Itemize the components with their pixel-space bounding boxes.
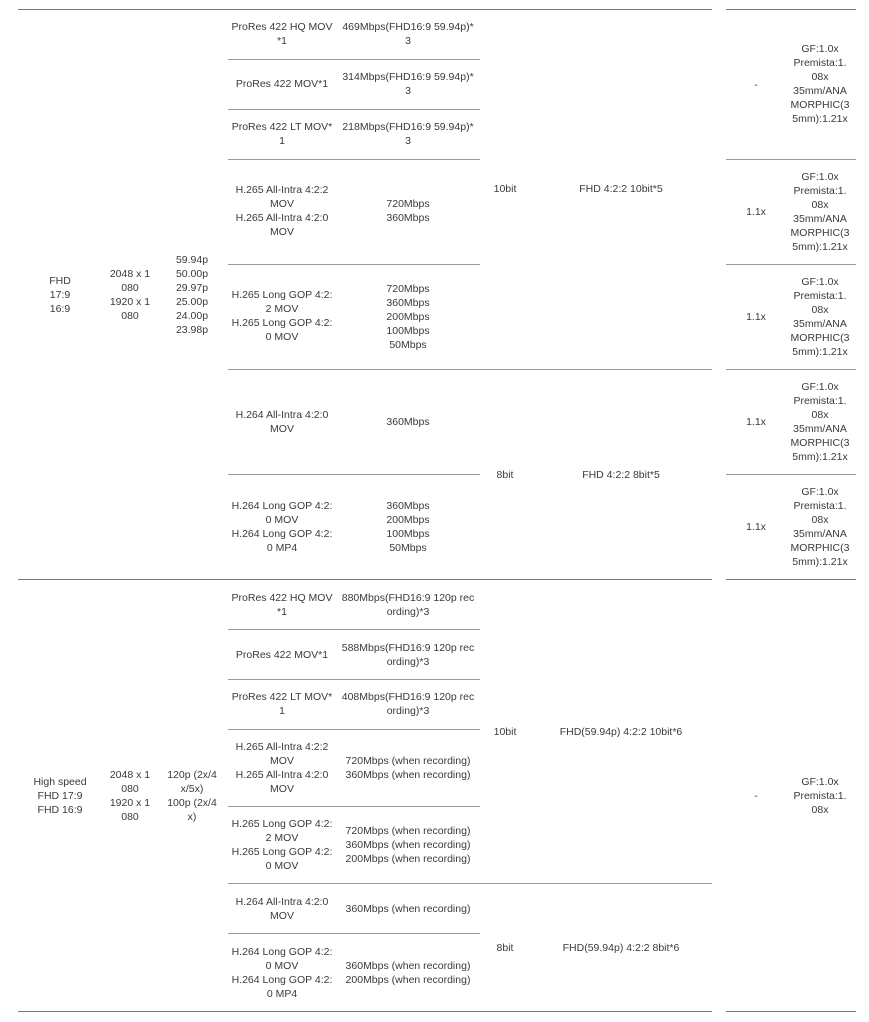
section-divider — [18, 579, 712, 580]
bitrate-cell: 720Mbps 360Mbps — [386, 198, 430, 224]
bit-depth-cell: 10bit — [493, 183, 517, 195]
crop-cell: 1.1x — [746, 416, 766, 428]
anamorphic-cell: GF:1.0x Premista:1. 08x 35mm/ANA MORPHIC(3 5mm):1.21x — [790, 276, 850, 358]
anamorphic-cell: GF:1.0x Premista:1. 08x 35mm/ANA MORPHIC(3 5mm):1.21x — [790, 43, 850, 125]
section-divider-right — [726, 579, 856, 580]
bit-depth-cell: 8bit — [496, 469, 514, 481]
row-divider — [726, 474, 856, 475]
bitrate-cell: 720Mbps (when recording) 360Mbps (when recording) — [345, 755, 471, 781]
resolution-cell: 2048 x 1 080 1920 x 1 080 — [109, 268, 151, 322]
hdmi-output-cell: FHD 4:2:2 10bit*5 — [579, 183, 663, 195]
crop-cell: - — [754, 79, 758, 91]
bitrate-cell: 720Mbps 360Mbps 200Mbps 100Mbps 50Mbps — [386, 283, 430, 351]
anamorphic-cell: GF:1.0x Premista:1. 08x 35mm/ANA MORPHIC(3 5mm):1.21x — [790, 486, 850, 568]
bit-depth-cell: 10bit — [493, 726, 517, 738]
row-divider — [228, 883, 712, 884]
codec-cell: H.264 Long GOP 4:2: 0 MOV H.264 Long GOP 4:2: 0 MP4 — [231, 500, 333, 554]
bitrate-cell: 408Mbps(FHD16:9 120p rec ording)*3 — [341, 691, 475, 717]
bitrate-cell: 588Mbps(FHD16:9 120p rec ording)*3 — [341, 642, 475, 668]
crop-cell: 1.1x — [746, 206, 766, 218]
frame-rate-cell: 120p (2x/4 x/5x) 100p (2x/4 x) — [167, 769, 217, 823]
anamorphic-cell: GF:1.0x Premista:1. 08x 35mm/ANA MORPHIC(3 5mm):1.21x — [790, 171, 850, 253]
crop-cell: 1.1x — [746, 521, 766, 533]
row-divider — [228, 729, 480, 730]
codec-cell: ProRes 422 LT MOV* 1 — [231, 121, 333, 147]
table-bottom-rule-right — [726, 1011, 856, 1012]
bitrate-cell: 360Mbps (when recording) 200Mbps (when recording) — [345, 960, 471, 986]
row-divider — [726, 264, 856, 265]
frame-rate-cell: 59.94p 50.00p 29.97p 25.00p 24.00p 23.98p — [175, 254, 209, 336]
row-divider — [228, 806, 480, 807]
row-divider — [228, 679, 480, 680]
bitrate-cell: 360Mbps 200Mbps 100Mbps 50Mbps — [386, 500, 430, 554]
codec-cell: H.265 All-Intra 4:2:2 MOV H.265 All-Intra 4:2:0 MOV — [235, 184, 329, 238]
codec-cell: H.264 All-Intra 4:2:0 MOV — [235, 409, 329, 435]
table-bottom-rule — [18, 1011, 712, 1012]
anamorphic-cell: GF:1.0x Premista:1. 08x 35mm/ANA MORPHIC(3 5mm):1.21x — [790, 381, 850, 463]
codec-cell: ProRes 422 HQ MOV *1 — [231, 21, 333, 47]
hdmi-output-cell: FHD(59.94p) 4:2:2 10bit*6 — [559, 726, 683, 738]
codec-cell: ProRes 422 MOV*1 — [235, 78, 329, 90]
row-divider — [228, 159, 480, 160]
format-cell: FHD 17:9 16:9 — [49, 275, 71, 315]
bitrate-cell: 469Mbps(FHD16:9 59.94p)* 3 — [342, 21, 474, 47]
bitrate-cell: 360Mbps — [386, 416, 430, 428]
bitrate-cell: 314Mbps(FHD16:9 59.94p)* 3 — [342, 71, 474, 97]
codec-cell: H.264 Long GOP 4:2: 0 MOV H.264 Long GOP 4:2: 0 MP4 — [231, 946, 333, 1000]
row-divider — [228, 59, 480, 60]
format-cell: High speed FHD 17:9 FHD 16:9 — [33, 776, 87, 816]
table-top-rule — [18, 9, 712, 10]
codec-cell: H.265 Long GOP 4:2: 2 MOV H.265 Long GOP 4:2: 0 MOV — [231, 818, 333, 872]
crop-cell: 1.1x — [746, 311, 766, 323]
hdmi-output-cell: FHD(59.94p) 4:2:2 8bit*6 — [562, 942, 680, 954]
hdmi-output-cell: FHD 4:2:2 8bit*5 — [582, 469, 660, 481]
row-divider — [228, 369, 712, 370]
resolution-cell: 2048 x 1 080 1920 x 1 080 — [109, 769, 151, 823]
codec-cell: H.264 All-Intra 4:2:0 MOV — [235, 896, 329, 922]
bitrate-cell: 218Mbps(FHD16:9 59.94p)* 3 — [342, 121, 474, 147]
row-divider — [228, 474, 480, 475]
table-top-rule-right — [726, 9, 856, 10]
bitrate-cell: 360Mbps (when recording) — [345, 903, 471, 915]
row-divider — [228, 629, 480, 630]
codec-cell: ProRes 422 HQ MOV *1 — [231, 592, 333, 618]
codec-cell: H.265 All-Intra 4:2:2 MOV H.265 All-Intra 4:2:0 MOV — [235, 741, 329, 795]
row-divider — [228, 264, 480, 265]
crop-cell: - — [754, 790, 758, 802]
bitrate-cell: 720Mbps (when recording) 360Mbps (when recording) 200Mbps (when recording) — [345, 825, 471, 865]
anamorphic-cell: GF:1.0x Premista:1. 08x — [793, 776, 847, 816]
row-divider — [228, 933, 480, 934]
bitrate-cell: 880Mbps(FHD16:9 120p rec ording)*3 — [341, 592, 475, 618]
bit-depth-cell: 8bit — [496, 942, 514, 954]
codec-cell: ProRes 422 LT MOV* 1 — [231, 691, 333, 717]
row-divider — [726, 369, 856, 370]
row-divider — [228, 109, 480, 110]
row-divider — [726, 159, 856, 160]
codec-cell: ProRes 422 MOV*1 — [235, 649, 329, 661]
codec-cell: H.265 Long GOP 4:2: 2 MOV H.265 Long GOP 4:2: 0 MOV — [231, 289, 333, 343]
